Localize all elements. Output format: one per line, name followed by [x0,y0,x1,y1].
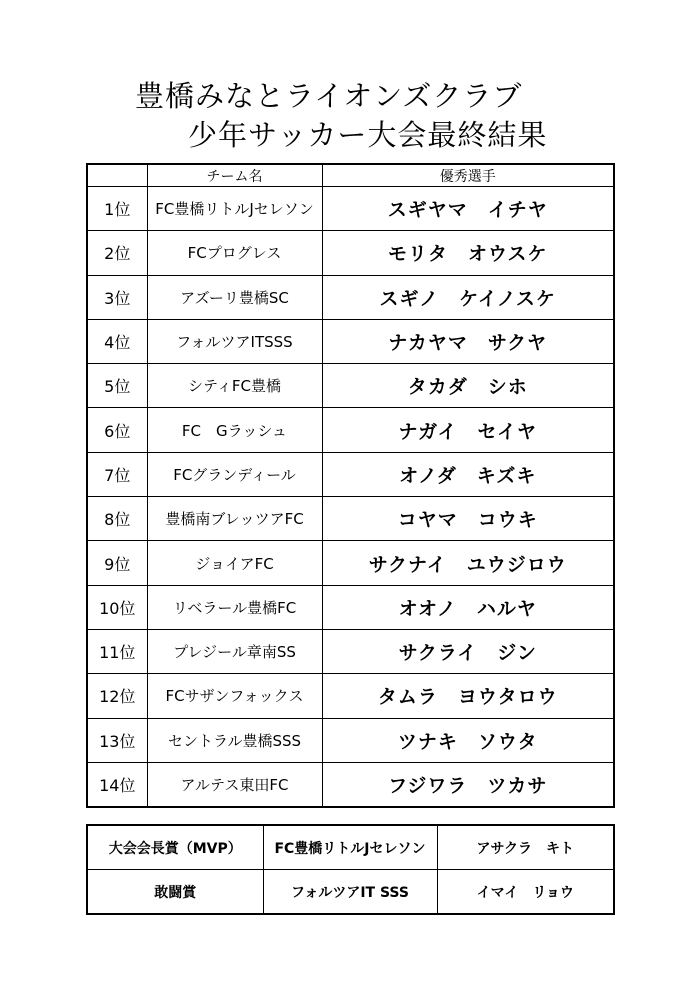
rank-cell: 8位 [87,497,147,541]
award-player-cell: イマイ リョウ [437,870,614,915]
result-row [87,629,614,673]
award-player-cell: アサクラ キト [437,825,614,870]
team-cell: FCグランディール [147,452,322,496]
player-cell: ナガイ セイヤ [322,408,614,452]
player-cell: スギヤマ イチヤ [322,187,614,231]
result-row [87,718,614,762]
result-row [87,585,614,629]
player-cell: オノダ キズキ [322,452,614,496]
result-row [87,364,614,408]
award-row [87,825,614,870]
player-cell: サクナイ ユウジロウ [322,541,614,585]
award-name-cell: 敢闘賞 [87,870,263,915]
rank-cell: 1位 [87,187,147,231]
title-line-1: 豊橋みなとライオンズクラブ [135,79,523,113]
player-cell: サクライ ジン [322,629,614,673]
rank-cell: 9位 [87,541,147,585]
player-cell: タムラ ヨウタロウ [322,674,614,718]
result-row [87,497,614,541]
player-cell: コヤマ コウキ [322,497,614,541]
player-cell: モリタ オウスケ [322,231,614,275]
player-cell: ツナキ ソウタ [322,718,614,762]
team-cell: アズーリ豊橋SC [147,275,322,319]
team-cell: FCプログレス [147,231,322,275]
award-row [87,870,614,915]
player-cell: タカダ シホ [322,364,614,408]
rank-cell: 4位 [87,319,147,363]
team-cell: プレジール章南SS [147,629,322,673]
header-rank [87,164,147,187]
rank-cell: 13位 [87,718,147,762]
team-cell: FCサザンフォックス [147,674,322,718]
header-team: チーム名 [147,164,322,187]
header-player: 優秀選手 [322,164,614,187]
award-name-cell: 大会会長賞（MVP） [87,825,263,870]
title-line-2: 少年サッカー大会最終結果 [188,118,548,152]
rank-cell: 3位 [87,275,147,319]
award-team-cell: FC豊橋リトルJセレソン [263,825,437,870]
player-cell: フジワラ ツカサ [322,762,614,807]
result-row [87,275,614,319]
player-cell: ナカヤマ サクヤ [322,319,614,363]
result-row [87,408,614,452]
results-header-row [87,164,614,187]
rank-cell: 7位 [87,452,147,496]
team-cell: セントラル豊橋SSS [147,718,322,762]
team-cell: アルテス東田FC [147,762,322,807]
rank-cell: 12位 [87,674,147,718]
team-cell: FC豊橋リトルJセレソン [147,187,322,231]
awards-table [86,824,615,915]
awards-table-body [87,825,614,914]
results-table-body [87,164,614,807]
result-row [87,187,614,231]
rank-cell: 14位 [87,762,147,807]
results-table [86,163,615,808]
team-cell: フォルツアITSSS [147,319,322,363]
team-cell: FC Gラッシュ [147,408,322,452]
award-team-cell: フォルツアIT SSS [263,870,437,915]
result-row [87,674,614,718]
rank-cell: 2位 [87,231,147,275]
rank-cell: 6位 [87,408,147,452]
team-cell: シティFC豊橋 [147,364,322,408]
result-row [87,762,614,807]
team-cell: ジョイアFC [147,541,322,585]
rank-cell: 5位 [87,364,147,408]
rank-cell: 11位 [87,629,147,673]
team-cell: リベラール豊橋FC [147,585,322,629]
player-cell: オオノ ハルヤ [322,585,614,629]
result-row [87,452,614,496]
result-row [87,541,614,585]
result-row [87,319,614,363]
player-cell: スギノ ケイノスケ [322,275,614,319]
result-row [87,231,614,275]
rank-cell: 10位 [87,585,147,629]
team-cell: 豊橋南ブレッツアFC [147,497,322,541]
